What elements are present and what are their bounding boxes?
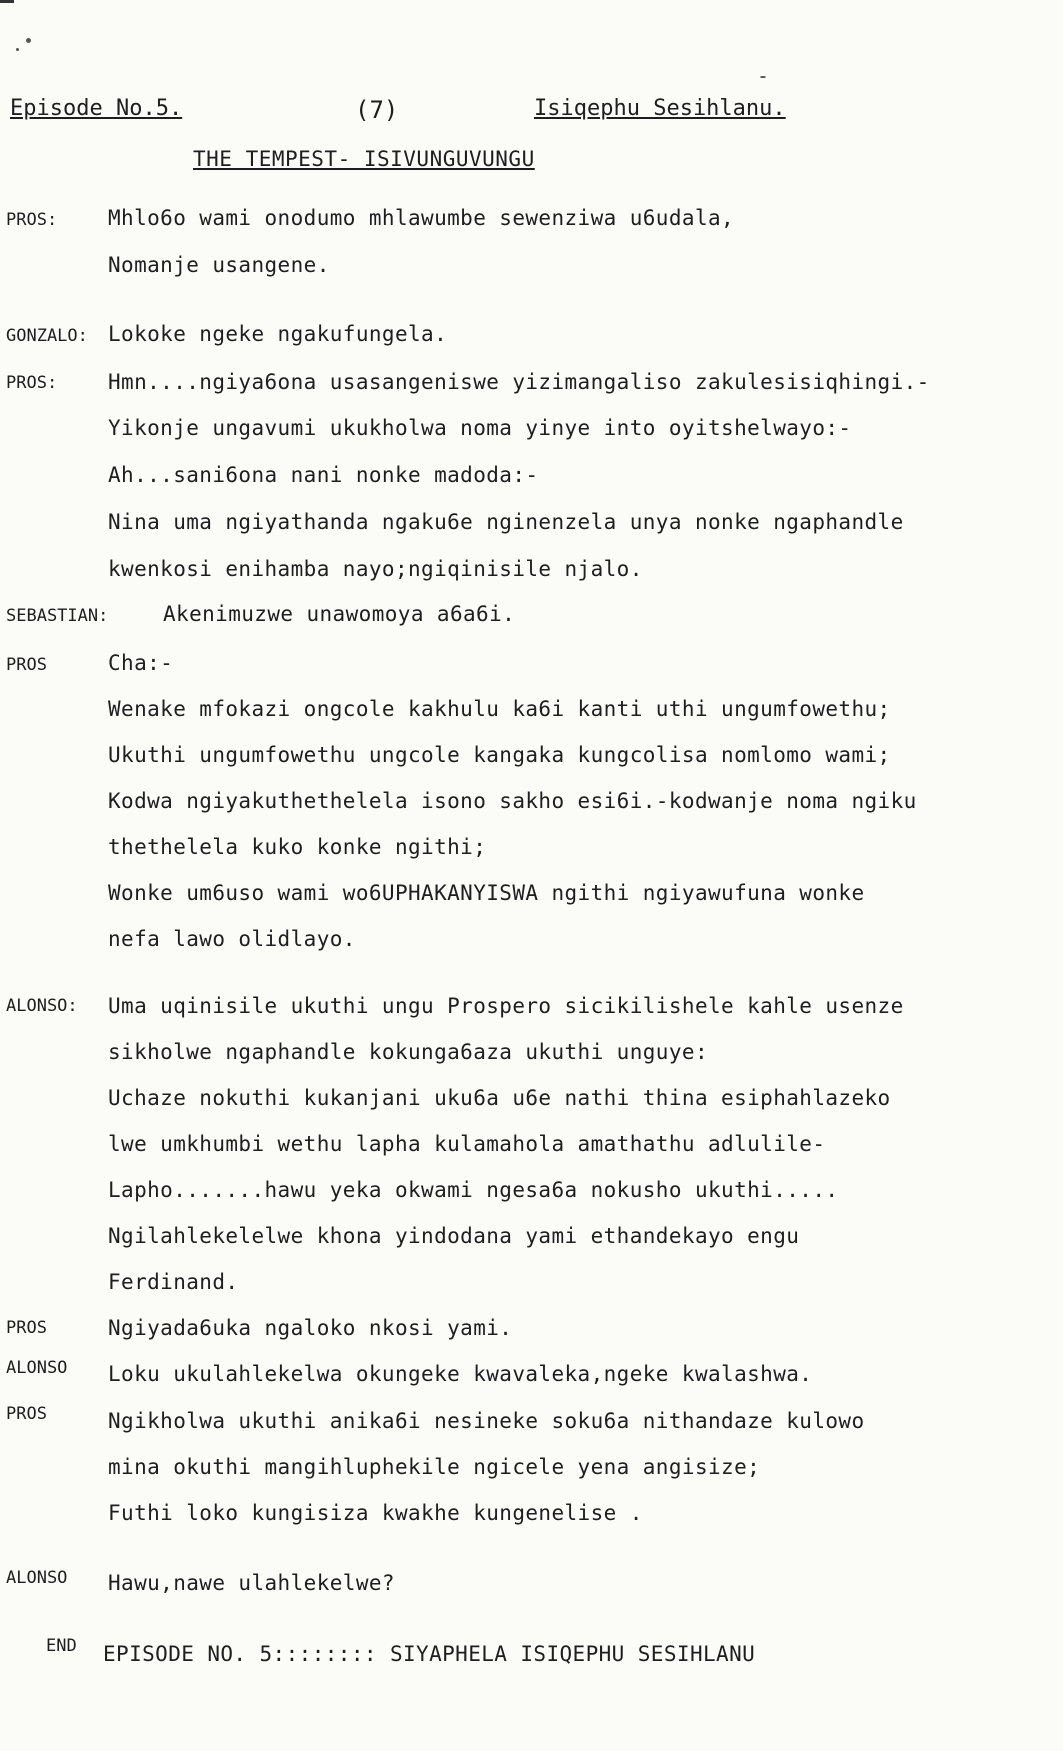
dialogue-line: Ngiyada6uka ngaloko nkosi yami. — [108, 1316, 513, 1340]
dialogue-line: nefa lawo olidlayo. — [108, 927, 356, 951]
dialogue-line: lwe umkhumbi wethu lapha kulamahola amathathu adlulile- — [108, 1132, 826, 1156]
speaker-label: PROS — [6, 655, 47, 675]
speaker-label: ALONSO — [6, 1358, 68, 1378]
speaker-label: PROS — [6, 1404, 47, 1424]
dialogue-line: Ukuthi ungumfowethu ungcole kangaka kungcolisa nomlomo wami; — [108, 743, 891, 767]
speaker-label: PROS: — [6, 210, 58, 230]
dialogue-line: thethelela kuko konke ngithi; — [108, 835, 487, 859]
speaker-label: PROS — [6, 1318, 47, 1338]
dialogue-line: Uma uqinisile ukuthi ungu Prospero sicikilishele kahle usenze — [108, 994, 904, 1018]
dialogue-line: Yikonje ungavumi ukukholwa noma yinye into oyitshelwayo:- — [108, 416, 852, 440]
speaker-label: ALONSO — [6, 1568, 68, 1588]
dialogue-line: Lapho.......hawu yeka okwami ngesa6a nokusho ukuthi..... — [108, 1178, 839, 1202]
speaker-label: ALONSO: — [6, 996, 78, 1016]
episode-label: Episode No.5. — [10, 96, 183, 121]
ink-speck — [16, 48, 19, 51]
dialogue-line: Futhi loko kungisiza kwakhe kungenelise . — [108, 1501, 643, 1525]
dialogue-line: Wonke um6uso wami wo6UPHAKANYISWA ngithi ngiyawufuna wonke — [108, 881, 865, 905]
end-line: EPISODE NO. 5:::::::: SIYAPHELA ISIQEPHU SESIHLANU — [103, 1642, 756, 1666]
dialogue-line: Hmn....ngiya6ona usasangeniswe yizimangaliso zakulesisiqhingi.- — [108, 370, 930, 394]
page-number: (7) — [355, 96, 399, 124]
dialogue-line: Ngilahlekelelwe khona yindodana yami ethandekayo engu — [108, 1224, 800, 1248]
end-label: END — [46, 1636, 77, 1656]
dialogue-line: Lokoke ngeke ngakufungela. — [108, 322, 448, 346]
dialogue-line: Akenimuzwe unawomoya a6a6i. — [163, 602, 516, 626]
dialogue-line: Hawu,nawe ulahlekelwe? — [108, 1571, 395, 1595]
dialogue-line: Uchaze nokuthi kukanjani uku6a u6e nathi thina esiphahlazeko — [108, 1086, 891, 1110]
speaker-label: SEBASTIAN: — [6, 606, 109, 626]
dialogue-line: sikholwe ngaphandle kokunga6aza ukuthi unguye: — [108, 1040, 708, 1064]
dialogue-line: Nomanje usangene. — [108, 253, 330, 277]
dialogue-line: Ah...sani6ona nani nonke madoda:- — [108, 463, 539, 487]
corner-mark — [0, 0, 14, 3]
ink-speck — [760, 76, 766, 78]
dialogue-line: Cha:- — [108, 651, 174, 675]
dialogue-line: Ngikholwa ukuthi anika6i nesineke soku6a nithandaze kulowo — [108, 1409, 865, 1433]
dialogue-line: Ferdinand. — [108, 1270, 239, 1294]
dialogue-line: kwenkosi enihamba nayo;ngiqinisile njalo. — [108, 557, 643, 581]
play-title: THE TEMPEST- ISIVUNGUVUNGU — [193, 147, 535, 171]
dialogue-line: Mhlo6o wami onodumo mhlawumbe sewenziwa u6udala, — [108, 206, 735, 230]
ink-speck — [26, 38, 31, 43]
dialogue-line: Kodwa ngiyakuthethelela isono sakho esi6i.-kodwanje noma ngiku — [108, 789, 917, 813]
dialogue-line: mina okuthi mangihluphekile ngicele yena angisize; — [108, 1455, 761, 1479]
speaker-label: PROS: — [6, 373, 58, 393]
dialogue-line: Nina uma ngiyathanda ngaku6e nginenzela unya nonke ngaphandle — [108, 510, 904, 534]
speaker-label: GONZALO: — [6, 326, 88, 346]
dialogue-line: Loku ukulahlekelwa okungeke kwavaleka,ngeke kwalashwa. — [108, 1362, 813, 1386]
episode-title-zulu: Isiqephu Sesihlanu. — [534, 96, 786, 121]
dialogue-line: Wenake mfokazi ongcole kakhulu ka6i kanti uthi ungumfowethu; — [108, 697, 891, 721]
